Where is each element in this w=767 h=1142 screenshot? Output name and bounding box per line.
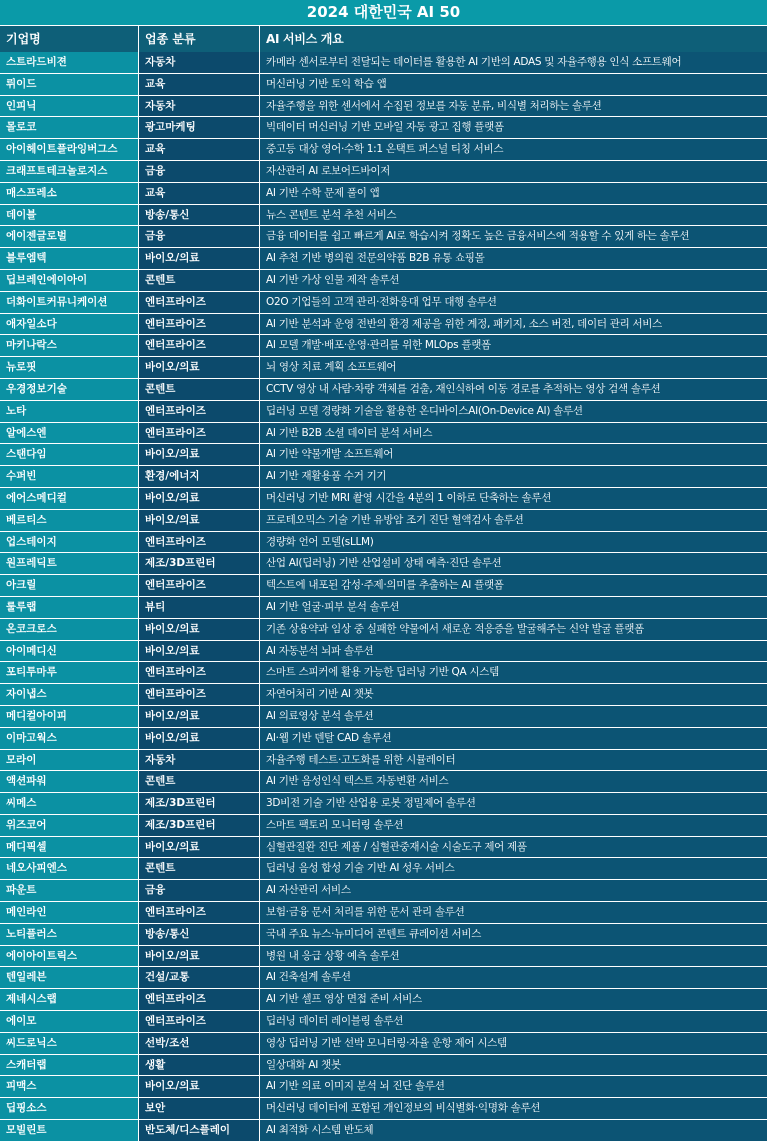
table-row	[0, 858, 767, 880]
industry-category: 자동차	[139, 52, 260, 73]
company-name: 룰루랩	[0, 597, 139, 618]
service-summary: 일상대화 AI 챗봇	[260, 1055, 767, 1076]
company-name: 피맥스	[0, 1076, 139, 1097]
service-summary: 자연어처리 기반 AI 챗봇	[260, 684, 767, 705]
service-summary: 보험·금융 문서 처리를 위한 문서 관리 솔루션	[260, 902, 767, 923]
service-summary: 뉴스 콘텐트 분석 추천 서비스	[260, 205, 767, 226]
table-row	[0, 924, 767, 946]
industry-category: 콘텐트	[139, 858, 260, 879]
header-company: 기업명	[0, 26, 139, 52]
service-summary: O2O 기업들의 고객 관리·전화응대 업무 대행 솔루션	[260, 292, 767, 313]
industry-category: 엔터프라이즈	[139, 902, 260, 923]
company-name: 우경정보기술	[0, 379, 139, 400]
company-name: 위즈코어	[0, 815, 139, 836]
industry-category: 금융	[139, 161, 260, 182]
company-name: 딥핑소스	[0, 1098, 139, 1119]
company-name: 포티투마루	[0, 662, 139, 683]
service-summary: AI 기반 음성인식 텍스트 자동변환 서비스	[260, 771, 767, 792]
service-summary: 카메라 센서로부터 전달되는 데이터를 활용한 AI 기반의 ADAS 및 자율주행용 인식 소프트웨어	[260, 52, 767, 73]
service-summary: CCTV 영상 내 사람·차량 객체를 검출, 재인식하여 이동 경로를 추적하는 영상 검색 솔루션	[260, 379, 767, 400]
company-name: 데이블	[0, 205, 139, 226]
company-name: 뤼이드	[0, 74, 139, 95]
company-name: 더화이트커뮤니케이션	[0, 292, 139, 313]
table-row	[0, 52, 767, 74]
company-name: 모빌린트	[0, 1120, 139, 1141]
service-summary: 금융 데이터를 쉽고 빠르게 AI로 학습시켜 정확도 높은 금융서비스에 적용할 수 있게 하는 솔루션	[260, 226, 767, 247]
company-name: 수퍼빈	[0, 466, 139, 487]
industry-category: 건설/교통	[139, 967, 260, 988]
company-name: 업스테이지	[0, 532, 139, 553]
service-summary: AI 기반 분석과 운영 전반의 환경 제공을 위한 계정, 패키지, 소스 버전, 데이터 관리 서비스	[260, 314, 767, 335]
company-name: 파운트	[0, 880, 139, 901]
table-row	[0, 270, 767, 292]
table-row	[0, 292, 767, 314]
industry-category: 엔터프라이즈	[139, 314, 260, 335]
table-row	[0, 553, 767, 575]
company-name: 원프레딕트	[0, 553, 139, 574]
company-name: 에이아이트릭스	[0, 946, 139, 967]
service-summary: AI 기반 셀프 영상 면접 준비 서비스	[260, 989, 767, 1010]
company-name: 씨드로닉스	[0, 1033, 139, 1054]
industry-category: 교육	[139, 139, 260, 160]
service-summary: 머신러닝 기반 토익 학습 앱	[260, 74, 767, 95]
service-summary: AI 최적화 시스템 반도체	[260, 1120, 767, 1141]
industry-category: 제조/3D프린터	[139, 815, 260, 836]
industry-category: 금융	[139, 226, 260, 247]
service-summary: 경량화 언어 모델(sLLM)	[260, 532, 767, 553]
table-row	[0, 314, 767, 336]
industry-category: 선박/조선	[139, 1033, 260, 1054]
table-row	[0, 989, 767, 1011]
industry-category: 엔터프라이즈	[139, 662, 260, 683]
table-row	[0, 1033, 767, 1055]
company-name: 텐일레븐	[0, 967, 139, 988]
table-row	[0, 488, 767, 510]
industry-category: 엔터프라이즈	[139, 989, 260, 1010]
service-summary: 자율주행을 위한 센서에서 수집된 정보를 자동 분류, 비식별 처리하는 솔루션	[260, 96, 767, 117]
table-row	[0, 771, 767, 793]
table-row	[0, 248, 767, 270]
table-row	[0, 619, 767, 641]
industry-category: 바이오/의료	[139, 946, 260, 967]
industry-category: 바이오/의료	[139, 248, 260, 269]
table-row	[0, 1120, 767, 1142]
industry-category: 바이오/의료	[139, 488, 260, 509]
industry-category: 엔터프라이즈	[139, 401, 260, 422]
table-row	[0, 837, 767, 859]
company-name: 에이젠글로벌	[0, 226, 139, 247]
page-title: 2024 대한민국 AI 50	[0, 0, 767, 26]
service-summary: 산업 AI(딥러닝) 기반 산업설비 상태 예측·진단 솔루션	[260, 553, 767, 574]
company-name: 인피닉	[0, 96, 139, 117]
industry-category: 바이오/의료	[139, 1076, 260, 1097]
company-name: 알에스엔	[0, 423, 139, 444]
company-name: 이마고웍스	[0, 728, 139, 749]
table-row	[0, 967, 767, 989]
table-row	[0, 532, 767, 554]
company-name: 제네시스랩	[0, 989, 139, 1010]
table-row	[0, 684, 767, 706]
service-summary: AI 의료영상 분석 솔루션	[260, 706, 767, 727]
company-name: 노티플러스	[0, 924, 139, 945]
table-body	[0, 52, 767, 1142]
service-summary: 3D비전 기술 기반 산업용 로봇 정밀제어 솔루션	[260, 793, 767, 814]
service-summary: 국내 주요 뉴스·뉴미디어 콘텐트 큐레이션 서비스	[260, 924, 767, 945]
industry-category: 엔터프라이즈	[139, 1011, 260, 1032]
service-summary: 병원 내 응급 상황 예측 솔루션	[260, 946, 767, 967]
table-row	[0, 750, 767, 772]
service-summary: AI 기반 재활용품 수거 기기	[260, 466, 767, 487]
service-summary: AI 모델 개발·배포·운영·관리를 위한 MLOps 플랫폼	[260, 335, 767, 356]
industry-category: 환경/에너지	[139, 466, 260, 487]
industry-category: 바이오/의료	[139, 357, 260, 378]
service-summary: 프로테오믹스 기술 기반 유방암 조기 진단 혈액검사 솔루션	[260, 510, 767, 531]
table-header	[0, 26, 767, 52]
industry-category: 반도체/디스플레이	[139, 1120, 260, 1141]
industry-category: 엔터프라이즈	[139, 335, 260, 356]
company-name: 매스프레소	[0, 183, 139, 204]
service-summary: 스마트 팩토리 모니터링 솔루션	[260, 815, 767, 836]
service-summary: AI 기반 가상 인물 제작 솔루션	[260, 270, 767, 291]
industry-category: 엔터프라이즈	[139, 684, 260, 705]
industry-category: 콘텐트	[139, 771, 260, 792]
industry-category: 생활	[139, 1055, 260, 1076]
company-name: 액션파워	[0, 771, 139, 792]
table-row	[0, 161, 767, 183]
company-name: 에어스메디컬	[0, 488, 139, 509]
company-name: 베르티스	[0, 510, 139, 531]
company-name: 자이냅스	[0, 684, 139, 705]
company-name: 에이모	[0, 1011, 139, 1032]
table-row	[0, 597, 767, 619]
industry-category: 엔터프라이즈	[139, 532, 260, 553]
company-name: 스캐터랩	[0, 1055, 139, 1076]
industry-category: 금융	[139, 880, 260, 901]
table-row	[0, 815, 767, 837]
industry-category: 엔터프라이즈	[139, 575, 260, 596]
industry-category: 콘텐트	[139, 270, 260, 291]
service-summary: AI·웹 기반 덴탈 CAD 솔루션	[260, 728, 767, 749]
industry-category: 바이오/의료	[139, 837, 260, 858]
table-row	[0, 641, 767, 663]
company-name: 몰로코	[0, 117, 139, 138]
industry-category: 바이오/의료	[139, 444, 260, 465]
service-summary: 머신러닝 데이터에 포함된 개인정보의 비식별화·익명화 솔루션	[260, 1098, 767, 1119]
table-row	[0, 1076, 767, 1098]
company-name: 애자일소다	[0, 314, 139, 335]
service-summary: 빅데이터 머신러닝 기반 모바일 자동 광고 집행 플랫폼	[260, 117, 767, 138]
industry-category: 뷰티	[139, 597, 260, 618]
table-row	[0, 117, 767, 139]
industry-category: 콘텐트	[139, 379, 260, 400]
header-industry: 업종 분류	[139, 26, 260, 52]
industry-category: 교육	[139, 183, 260, 204]
service-summary: AI 기반 B2B 소셜 데이터 분석 서비스	[260, 423, 767, 444]
service-summary: 딥러닝 데이터 레이블링 솔루션	[260, 1011, 767, 1032]
service-summary: 자산관리 AI 로보어드바이저	[260, 161, 767, 182]
service-summary: 딥러닝 모델 경량화 기술을 활용한 온디바이스AI(On-Device AI) 솔루션	[260, 401, 767, 422]
table-row	[0, 662, 767, 684]
industry-category: 바이오/의료	[139, 510, 260, 531]
service-summary: AI 기반 수학 문제 풀이 앱	[260, 183, 767, 204]
industry-category: 엔터프라이즈	[139, 423, 260, 444]
company-name: 노타	[0, 401, 139, 422]
industry-category: 교육	[139, 74, 260, 95]
table-row	[0, 1011, 767, 1033]
service-summary: 자율주행 테스트·고도화를 위한 시뮬레이터	[260, 750, 767, 771]
table-row	[0, 466, 767, 488]
table-row	[0, 444, 767, 466]
industry-category: 방송/통신	[139, 924, 260, 945]
industry-category: 바이오/의료	[139, 641, 260, 662]
service-summary: AI 기반 약물개발 소프트웨어	[260, 444, 767, 465]
industry-category: 보안	[139, 1098, 260, 1119]
company-name: 온코크로스	[0, 619, 139, 640]
industry-category: 바이오/의료	[139, 728, 260, 749]
table-row	[0, 706, 767, 728]
table-row	[0, 1098, 767, 1120]
table-row	[0, 205, 767, 227]
service-summary: AI 자산관리 서비스	[260, 880, 767, 901]
service-summary: 기존 상용약과 임상 중 실패한 약물에서 새로운 적응증을 발굴해주는 신약 발굴 플랫폼	[260, 619, 767, 640]
company-name: 메디픽셀	[0, 837, 139, 858]
table-row	[0, 139, 767, 161]
industry-category: 바이오/의료	[139, 619, 260, 640]
service-summary: 텍스트에 내포된 감성·주제·의미를 추출하는 AI 플랫폼	[260, 575, 767, 596]
table-row	[0, 575, 767, 597]
company-name: 네오사피엔스	[0, 858, 139, 879]
service-summary: 스마트 스피커에 활용 가능한 딥러닝 기반 QA 시스템	[260, 662, 767, 683]
company-name: 마키나락스	[0, 335, 139, 356]
service-summary: AI 기반 얼굴·피부 분석 솔루션	[260, 597, 767, 618]
table-row	[0, 96, 767, 118]
table-row	[0, 1055, 767, 1077]
service-summary: 영상 딥러닝 기반 선박 모니터링·자율 운항 제어 시스템	[260, 1033, 767, 1054]
service-summary: AI 자동분석 뇌파 솔루션	[260, 641, 767, 662]
table-row	[0, 335, 767, 357]
industry-category: 제조/3D프린터	[139, 553, 260, 574]
table-row	[0, 423, 767, 445]
company-name: 딥브레인에이아이	[0, 270, 139, 291]
company-name: 블루엠텍	[0, 248, 139, 269]
company-name: 아이메디신	[0, 641, 139, 662]
table-row	[0, 183, 767, 205]
table-row	[0, 226, 767, 248]
header-service: AI 서비스 개요	[266, 32, 344, 46]
company-name: 아이헤이트플라잉버그스	[0, 139, 139, 160]
company-name: 뉴로핏	[0, 357, 139, 378]
company-name: 크래프트테크놀로지스	[0, 161, 139, 182]
service-summary: AI 건축설계 솔루션	[260, 967, 767, 988]
company-name: 아크릴	[0, 575, 139, 596]
industry-category: 방송/통신	[139, 205, 260, 226]
industry-category: 광고마케팅	[139, 117, 260, 138]
service-summary: 중고등 대상 영어·수학 1:1 온택트 퍼스널 티칭 서비스	[260, 139, 767, 160]
industry-category: 엔터프라이즈	[139, 292, 260, 313]
company-name: 모라이	[0, 750, 139, 771]
company-name: 스탠다임	[0, 444, 139, 465]
company-name: 씨메스	[0, 793, 139, 814]
company-name: 스트라드비젼	[0, 52, 139, 73]
table-row	[0, 728, 767, 750]
industry-category: 자동차	[139, 96, 260, 117]
service-summary: 심혈관질환 진단 제품 / 심혈관중재시술 시술도구 제어 제품	[260, 837, 767, 858]
service-summary: AI 기반 의료 이미지 분석 뇌 진단 솔루션	[260, 1076, 767, 1097]
service-summary: 뇌 영상 치료 계획 소프트웨어	[260, 357, 767, 378]
table-row	[0, 793, 767, 815]
table-row	[0, 880, 767, 902]
table-row	[0, 401, 767, 423]
table-row	[0, 357, 767, 379]
industry-category: 제조/3D프린터	[139, 793, 260, 814]
service-summary: 딥러닝 음성 합성 기술 기반 AI 성우 서비스	[260, 858, 767, 879]
company-name: 메인라인	[0, 902, 139, 923]
table-row	[0, 902, 767, 924]
table-row	[0, 74, 767, 96]
industry-category: 자동차	[139, 750, 260, 771]
service-summary: AI 추천 기반 병의원 전문의약품 B2B 유통 쇼핑몰	[260, 248, 767, 269]
table-row	[0, 379, 767, 401]
table-row	[0, 946, 767, 968]
service-summary: 머신러닝 기반 MRI 촬영 시간을 4분의 1 이하로 단축하는 솔루션	[260, 488, 767, 509]
company-name: 메디컬아이피	[0, 706, 139, 727]
table-row	[0, 510, 767, 532]
industry-category: 바이오/의료	[139, 706, 260, 727]
